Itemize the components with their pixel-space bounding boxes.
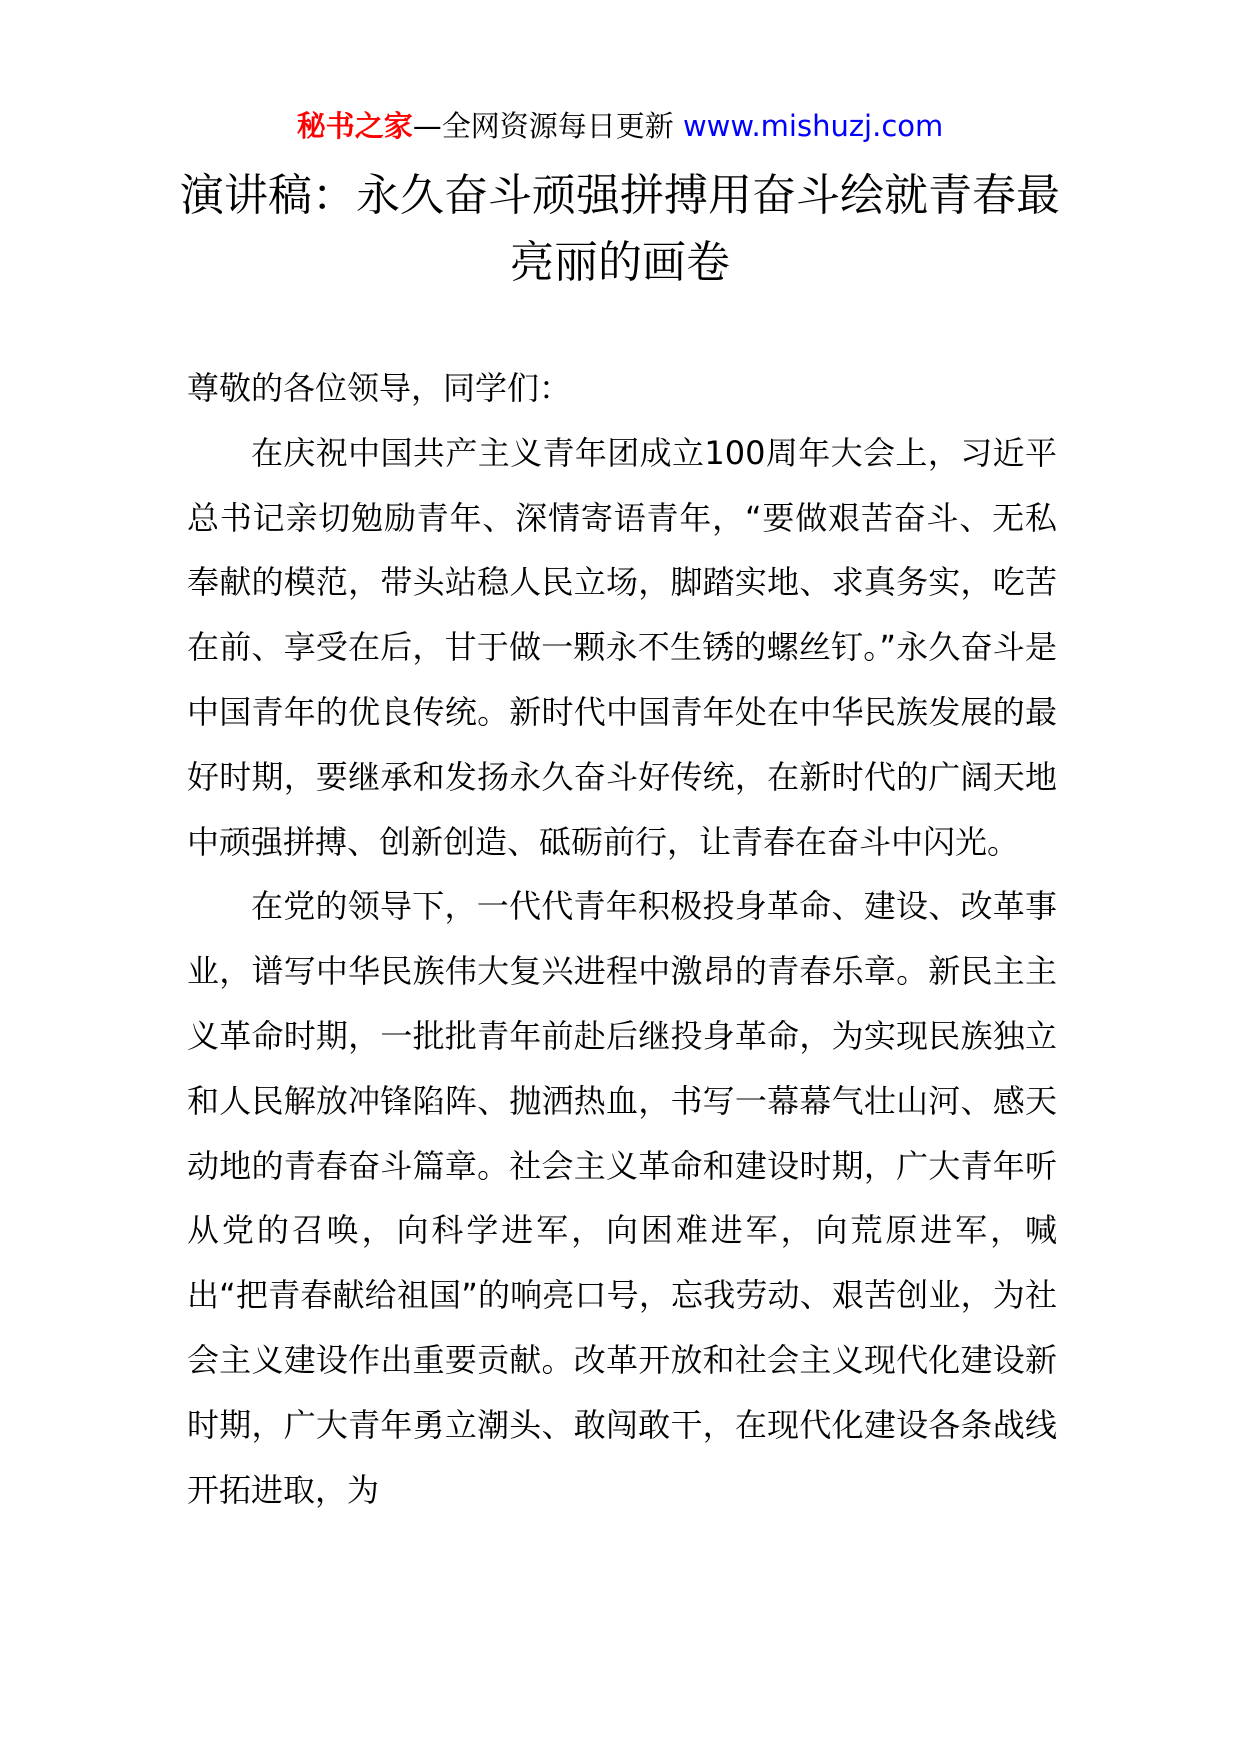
- header-tagline: —全网资源每日更新: [412, 109, 683, 143]
- brand-name: 秘书之家: [296, 109, 413, 143]
- greeting-line: 尊敬的各位领导，同学们：: [187, 369, 572, 407]
- document-title: 演讲稿：永久奋斗顽强拼搏用奋斗绘就青春最亮丽的画卷: [180, 170, 1060, 288]
- body-paragraph-2: 在党的领导下，一代代青年积极投身革命、建设、改革事业，谱写中华民族伟大复兴进程中激昂的青春乐章。新民主主义革命时期，一批批青年前赴后继投身革命，为实现民族独立和人民解放冲锋陷阵、抛洒热血，书写一幕幕气壮山河、感天动地的青春奋斗篇章。社会主义革命和建设时期，广大青年听从党的召唤，向科学进军，向困难进军，向荒原进军，喊出“把青春献给祖国”的响亮口号，忘我劳动、艰苦创业，为社会主义建设作出重要贡献。改革开放和社会主义现代化建设新时期，广大青年勇立潮头、敢闯敢干，在现代化建设各条战线开拓进取，为: [187, 887, 1057, 1509]
- body-paragraph-1: 在庆祝中国共产主义青年团成立100周年大会上，习近平总书记亲切勉励青年、深情寄语青年，“要做艰苦奋斗、无私奉献的模范，带头站稳人民立场，脚踏实地、求真务实，吃苦在前、享受在后，甘于做一颗永不生锈的螺丝钉。”永久奋斗是中国青年的优良传统。新时代中国青年处在中华民族发展的最好时期，要继承和发扬永久奋斗好传统，在新时代的广阔天地中顽强拼搏、创新创造、砥砺前行，让青春在奋斗中闪光。: [187, 433, 1057, 861]
- document-body: [187, 356, 1057, 1522]
- site-header: [0, 104, 1240, 148]
- site-url-link[interactable]: www.mishuzj.com: [682, 109, 944, 143]
